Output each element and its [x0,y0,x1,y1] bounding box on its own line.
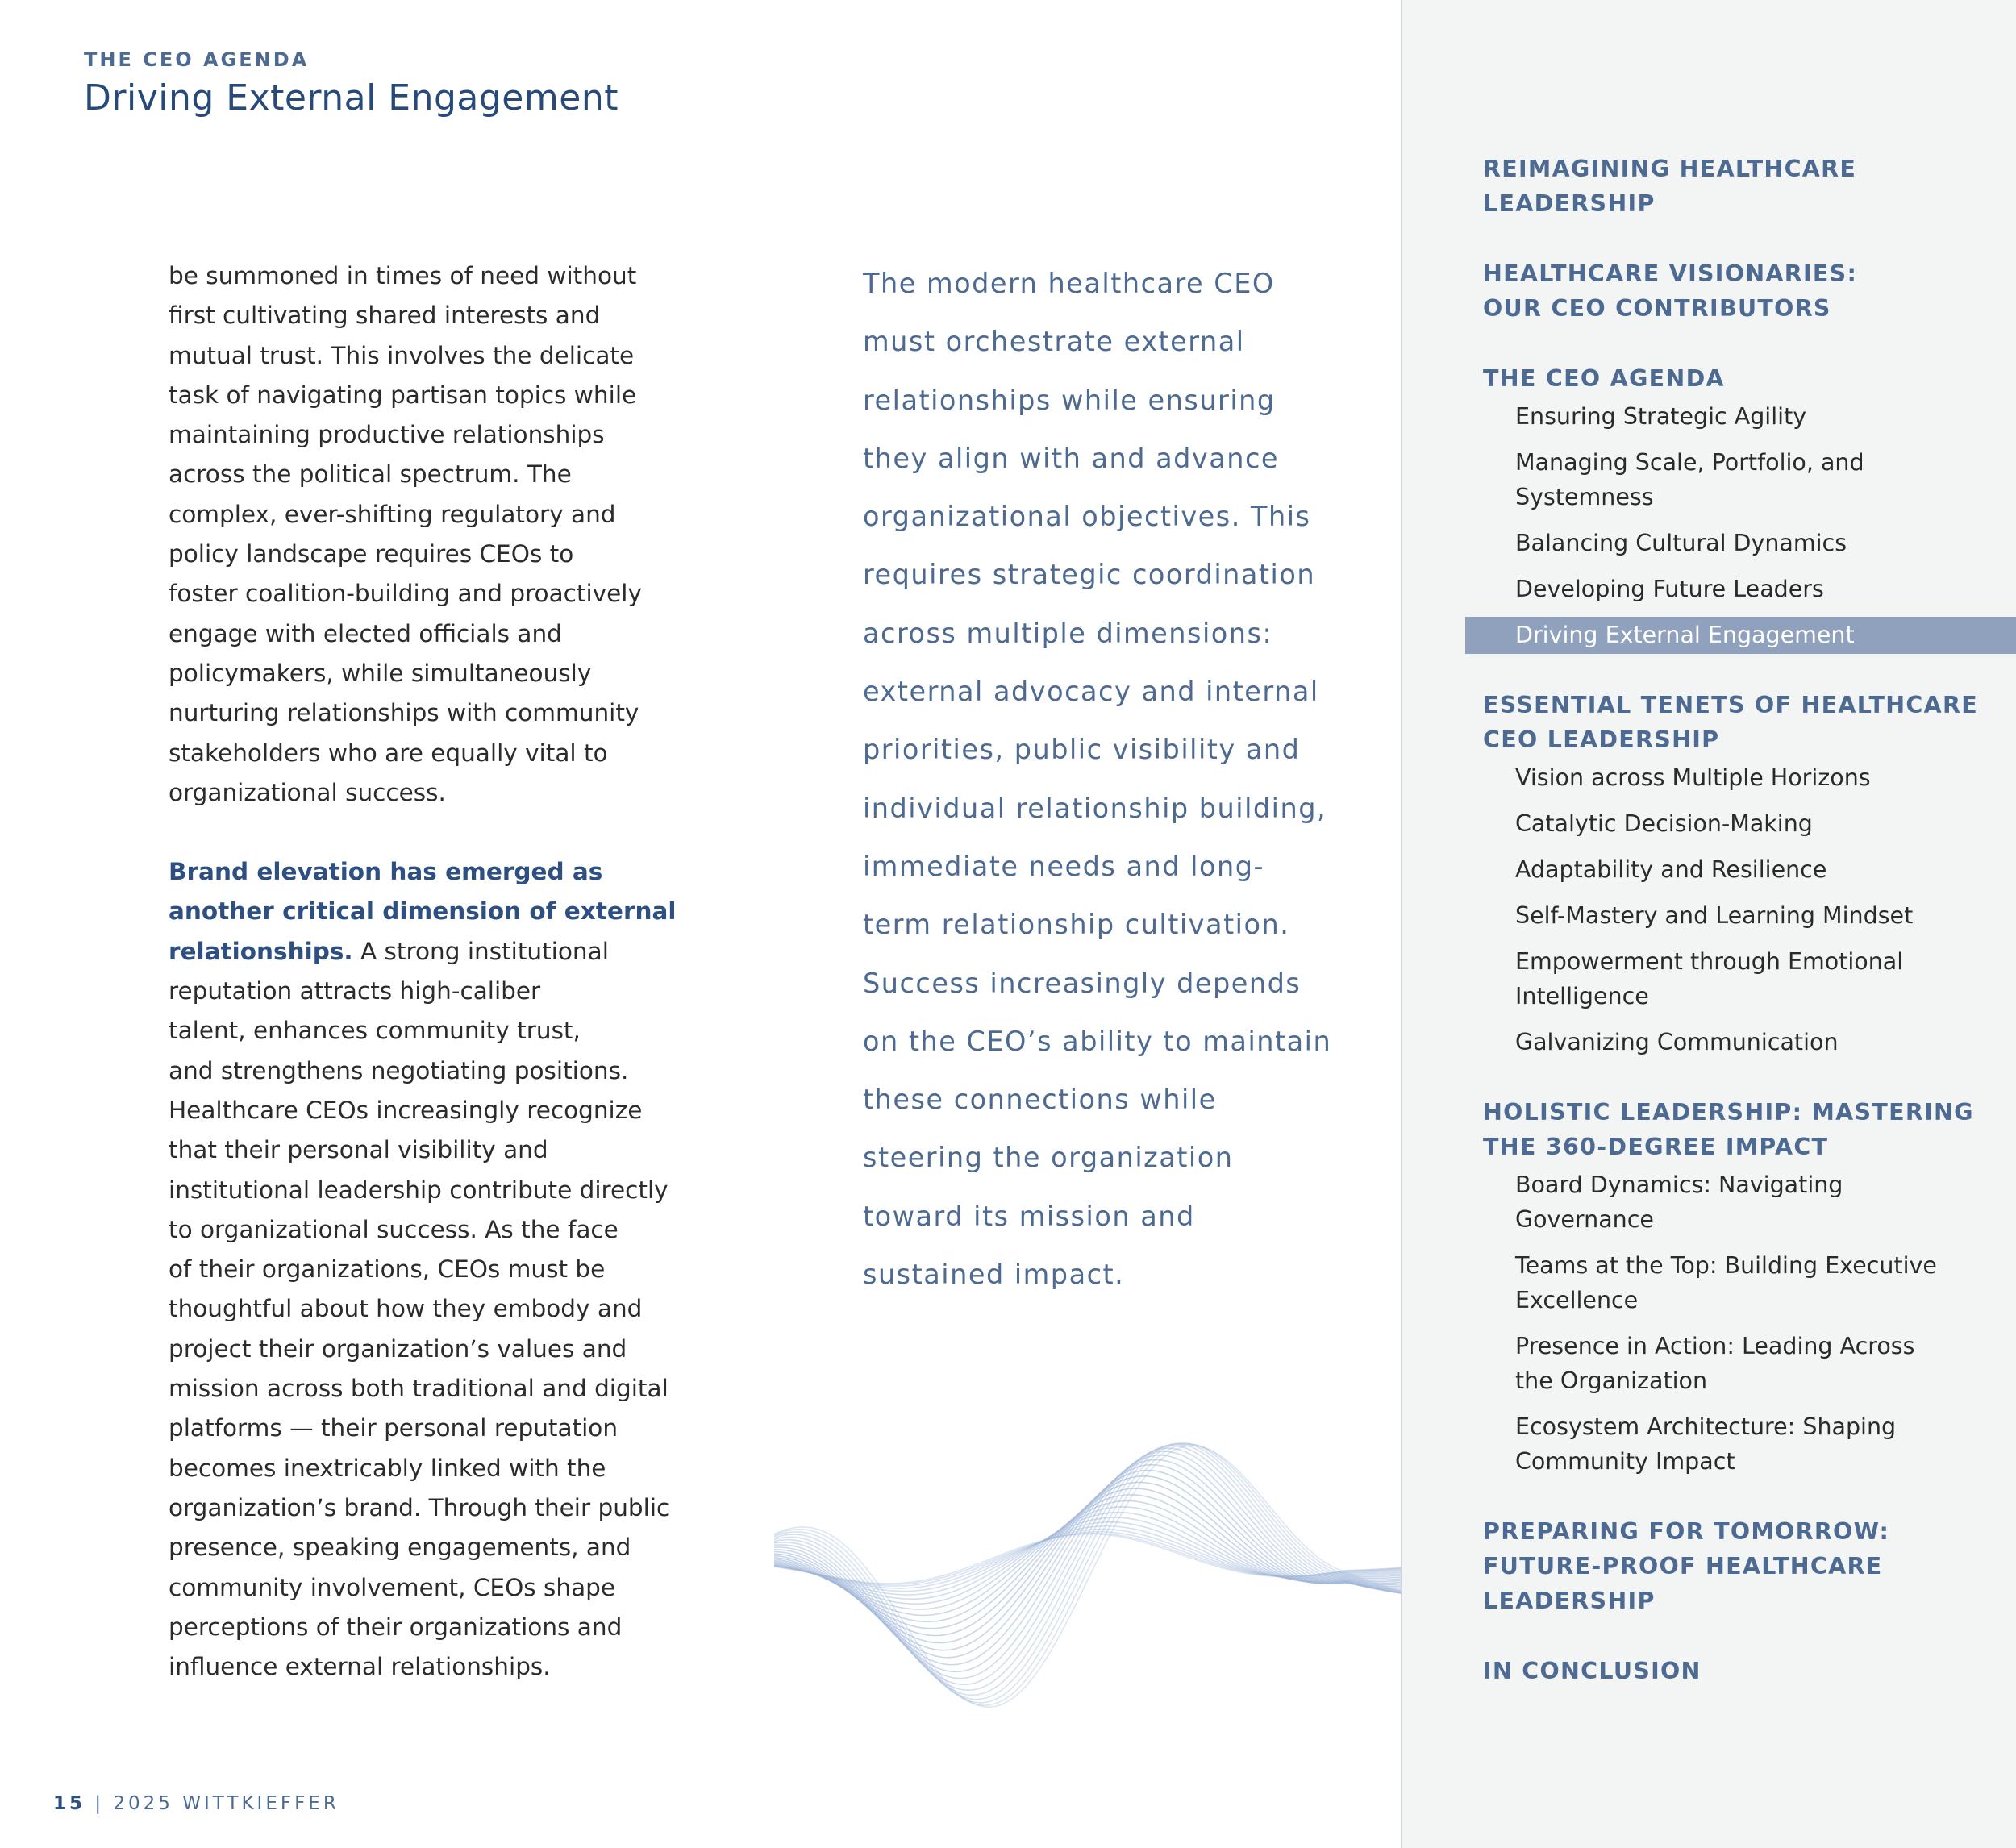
toc-item-managing-scale[interactable]: Managing Scale, Portfolio, and Systemness [1515,449,1864,510]
decorative-wave-graphic [774,1363,1403,1766]
pull-quote: The modern healthcare CEO must orchestrate external relationships while ensuring they align with and advance organizational objectives. This requires strategic coordination across multiple dimensions: external advocacy and internal priorities, public visibility and individual relationship building, immediate needs and long- term relationship cultivation. Success increasingly depends on the CEO’s ability to maintain these connections while steering the organization toward its mission and sustained impact. [863,268,1332,1291]
footer-text: 2025 WITTKIEFFER [113,1793,339,1814]
toc-section-holistic-leadership[interactable]: HOLISTIC LEADERSHIP: MASTERING THE 360-DEGREE IMPACT [1483,1099,1974,1160]
footer-separator: | [85,1793,114,1814]
toc-item-future-leaders[interactable]: Developing Future Leaders [1515,576,1824,602]
toc-item-external-engagement-active[interactable]: Driving External Engagement [1515,618,1999,652]
page-number: 15 [53,1793,86,1814]
body-column [169,256,717,1687]
toc-section-ceo-agenda[interactable]: THE CEO AGENDA [1483,365,1725,392]
toc-item-cultural-dynamics[interactable]: Balancing Cultural Dynamics [1515,530,1847,556]
body-paragraph-2 [169,852,717,1687]
toc-section-preparing-tomorrow[interactable]: PREPARING FOR TOMORROW: FUTURE-PROOF HEALTHCARE LEADERSHIP [1483,1518,1890,1614]
toc-section-essential-tenets[interactable]: ESSENTIAL TENETS OF HEALTHCARE CEO LEADERSHIP [1483,692,1978,753]
toc-item-strategic-agility[interactable]: Ensuring Strategic Agility [1515,403,1807,430]
body-paragraph-1: be summoned in times of need without first cultivating shared interests and mutual trust. This involves the delicate task of navigating partisan topics while maintaining productive relationships across the political spectrum. The complex, ever-shifting regulatory and policy landscape requires CEOs to foster coalition-building and proactively engage with elected officials and policymakers, while simultaneously nurturing relationships with community stakeholders who are equally vital to organizational success. [169,262,642,806]
toc-item-vision[interactable]: Vision across Multiple Horizons [1515,764,1871,791]
paragraph-text: A strong institutional reputation attracts high-caliber talent, enhances community trust, and strengthens negotiating positions. Healthcare CEOs increasingly recognize that their personal visibility and institutional leadership contribute directly to organizational success. As the face of their organizations, CEOs must be thoughtful about how they embody and project their organization’s values and mission across both traditional and digital platforms — their personal reputation becomes inextricably linked with the organization’s brand. Through their public presence, speaking engagements, and community involvement, CEOs shape perceptions of their organizations and influence external relationships. [169,937,670,1681]
section-kicker: THE CEO AGENDA [84,48,310,71]
table-of-contents [1483,152,1999,1688]
toc-item-ecosystem-architecture[interactable]: Ecosystem Architecture: Shaping Community Impact [1515,1413,1897,1475]
toc-sidebar [1401,0,2016,1848]
page-footer [53,1793,339,1814]
wave-line [774,1451,1403,1678]
toc-item-decision-making[interactable]: Catalytic Decision-Making [1515,810,1813,837]
toc-section-reimagining[interactable]: REIMAGINING HEALTHCARE LEADERSHIP [1483,156,1857,217]
toc-item-self-mastery[interactable]: Self-Mastery and Learning Mindset [1515,902,1914,929]
page-title: Driving External Engagement [84,77,619,119]
toc-item-communication[interactable]: Galvanizing Communication [1515,1029,1839,1055]
toc-item-empowerment[interactable]: Empowerment through Emotional Intelligence [1515,948,1904,1009]
paragraph-lead-in: Brand elevation has emerged as another critical dimension of external relationships. [169,858,677,965]
toc-section-conclusion[interactable]: IN CONCLUSION [1483,1658,1702,1684]
toc-item-board-dynamics[interactable]: Board Dynamics: Navigating Governance [1515,1172,1843,1233]
toc-item-adaptability[interactable]: Adaptability and Resilience [1515,856,1827,883]
toc-item-presence-in-action[interactable]: Presence in Action: Leading Across the Organization [1515,1333,1915,1394]
wave-line [774,1448,1403,1684]
wave-line [774,1460,1403,1665]
toc-section-visionaries[interactable]: HEALTHCARE VISIONARIES: OUR CEO CONTRIBUTORS [1483,260,1858,322]
toc-item-teams-at-top[interactable]: Teams at the Top: Building Executive Excellence [1515,1252,1937,1313]
